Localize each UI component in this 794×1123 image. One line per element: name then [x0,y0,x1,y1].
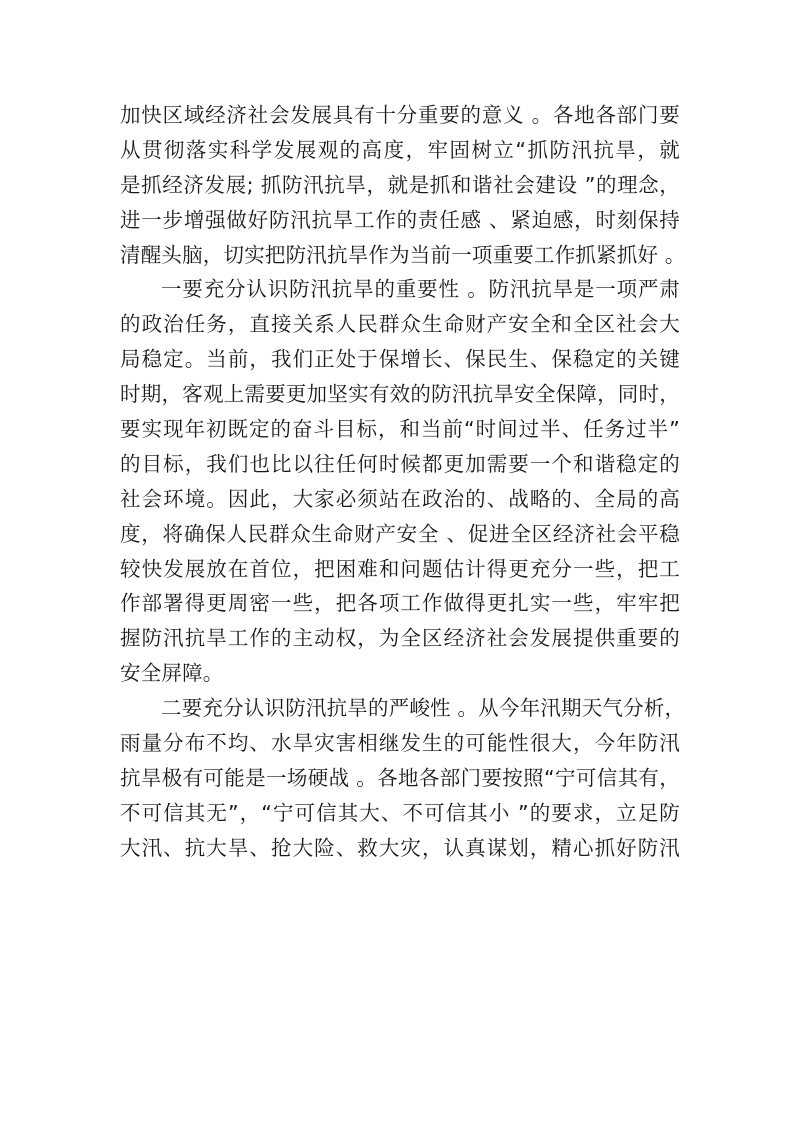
text-line: 局稳定。当前，我们正处于保增长、保民生、保稳定的关键 [120,347,680,372]
text-line: 时期，客观上需要更加坚实有效的防汛抗旱安全保障，同时， [120,382,680,407]
text-line: 大汛、抗大旱、抢大险、救大灾，认真谋划，精心抓好防汛 [120,835,680,860]
text-line: 进一步增强做好防汛抗旱工作的责任感 、紧迫感，时刻保持 [120,207,680,232]
text-line: 的政治任务，直接关系人民群众生命财产安全和全区社会大 [120,312,680,337]
text-line: 作部署得更周密一些，把各项工作做得更扎实一些，牢牢把 [120,591,680,616]
text-line: 从贯彻落实科学发展观的高度，牢固树立“抓防汛抗旱，就 [120,137,680,162]
text-line: 社会环境。因此，大家必须站在政治的、战略的、全局的高 [120,486,680,511]
text-line: 是抓经济发展; 抓防汛抗旱，就是抓和谐社会建设 ”的理念， [120,172,680,197]
text-line: 握防汛抗旱工作的主动权，为全区经济社会发展提供重要的 [120,626,680,651]
text-line: 要实现年初既定的奋斗目标，和当前“时间过半、任务过半” [120,417,680,442]
text-line: 的目标，我们也比以往任何时候都更加需要一个和谐稳定的 [120,451,680,476]
text-line: 不可信其无”，“宁可信其大、不可信其小 ”的要求，立足防 [120,800,680,825]
text-line: 加快区域经济社会发展具有十分重要的意义 。各地各部门要 [120,103,680,127]
text-line: 二要充分认识防汛抗旱的严峻性 。从今年汛期天气分析， [161,696,686,721]
text-line: 清醒头脑，切实把防汛抗旱作为当前一项重要工作抓紧抓好 。 [120,242,686,267]
text-line: 雨量分布不均、水旱灾害相继发生的可能性很大，今年防汛 [120,731,680,756]
text-line: 较快发展放在首位，把困难和问题估计得更充分一些，把工 [120,556,680,581]
text-line: 安全屏障。 [120,661,224,686]
text-line: 一要充分认识防汛抗旱的重要性 。防汛抗旱是一项严肃 [161,277,680,302]
body-text [120,98,686,866]
text-line: 度，将确保人民群众生命财产安全 、促进全区经济社会平稳 [120,521,680,546]
text-line: 抗旱极有可能是一场硬战 。各地各部门要按照“宁可信其有， [120,765,680,790]
